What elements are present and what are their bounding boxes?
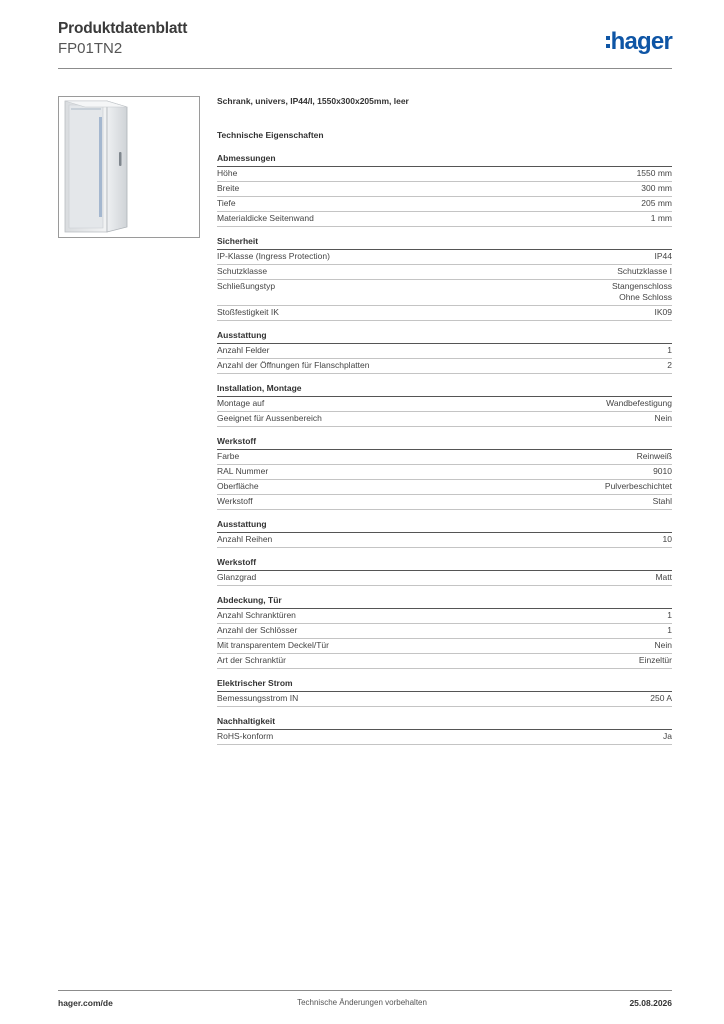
property-row [217, 306, 672, 321]
property-label: Mit transparentem Deckel/Tür [217, 640, 329, 650]
technical-properties-title: Technische Eigenschaften [217, 130, 324, 140]
cabinet-illustration [59, 97, 199, 237]
property-value [655, 572, 672, 583]
property-label: Anzahl Schranktüren [217, 610, 296, 620]
property-row [217, 167, 672, 182]
logo-colon-icon [606, 35, 610, 51]
footer-notice: Technische Änderungen vorbehalten [297, 998, 427, 1007]
property-value [617, 266, 672, 277]
property-value [667, 345, 672, 356]
article-number: FP01TN2 [58, 40, 123, 57]
property-section [217, 678, 672, 707]
property-label: Anzahl Reihen [217, 534, 273, 544]
section-heading: Ausstattung [217, 330, 672, 344]
page-header [58, 20, 672, 68]
property-section [217, 383, 672, 427]
property-row [217, 450, 672, 465]
property-value-line: Reinweiß [636, 451, 672, 461]
property-value-line: 1 mm [650, 213, 672, 223]
property-value-line: 300 mm [641, 183, 672, 193]
property-value-line: Nein [654, 640, 672, 650]
property-row [217, 639, 672, 654]
property-value [653, 496, 672, 507]
property-label: Breite [217, 183, 240, 193]
property-value-line: Pulverbeschichtet [604, 481, 672, 491]
property-row [217, 480, 672, 495]
header-divider [58, 68, 672, 69]
property-value-line: 1 [667, 345, 672, 355]
property-value [655, 307, 673, 318]
section-heading: Ausstattung [217, 519, 672, 533]
property-row [217, 412, 672, 427]
property-section [217, 595, 672, 669]
property-row [217, 182, 672, 197]
property-value [612, 281, 672, 303]
property-row [217, 730, 672, 745]
property-label: Geeignet für Aussenbereich [217, 413, 322, 423]
property-section [217, 330, 672, 374]
property-label: Höhe [217, 168, 238, 178]
property-row [217, 265, 672, 280]
property-label: Montage auf [217, 398, 265, 408]
property-value [667, 625, 672, 636]
property-value-line: Schutzklasse I [617, 266, 672, 276]
property-label: RoHS-konform [217, 731, 274, 741]
property-label: Art der Schranktür [217, 655, 286, 665]
property-label: Anzahl Felder [217, 345, 270, 355]
property-value [641, 183, 672, 194]
property-row [217, 495, 672, 510]
property-label: Werkstoff [217, 496, 253, 506]
property-row [217, 533, 672, 548]
property-value-line: Nein [654, 413, 672, 423]
property-label: Oberfläche [217, 481, 259, 491]
property-label: Bemessungsstrom IN [217, 693, 299, 703]
section-heading: Abmessungen [217, 153, 672, 167]
footer-date: 25.08.2026 [629, 998, 672, 1008]
property-value [651, 213, 672, 224]
property-label: Materialdicke Seitenwand [217, 213, 314, 223]
product-description: Schrank, univers, IP44/I, 1550x300x205mm, leer [217, 96, 409, 106]
property-value [663, 731, 672, 742]
property-value [655, 251, 673, 262]
footer-website[interactable]: hager.com/de [58, 998, 113, 1008]
property-row [217, 212, 672, 227]
property-row [217, 359, 672, 374]
property-row [217, 197, 672, 212]
section-heading: Werkstoff [217, 436, 672, 450]
property-value-line: 9010 [653, 466, 672, 476]
property-value [650, 693, 672, 704]
property-value-line: IK09 [654, 307, 672, 317]
property-value-line: 1 [667, 610, 672, 620]
section-heading: Abdeckung, Tür [217, 595, 672, 609]
property-row [217, 654, 672, 669]
property-value-line: Ohne Schloss [619, 292, 672, 302]
property-label: Tiefe [217, 198, 236, 208]
property-label: Farbe [217, 451, 240, 461]
property-label: RAL Nummer [217, 466, 269, 476]
section-heading: Werkstoff [217, 557, 672, 571]
property-value [639, 655, 672, 666]
section-heading: Elektrischer Strom [217, 678, 672, 692]
property-row [217, 609, 672, 624]
property-value [605, 481, 672, 492]
property-label: Glanzgrad [217, 572, 257, 582]
property-section [217, 557, 672, 586]
property-section [217, 153, 672, 227]
property-value-line: Wandbefestigung [606, 398, 672, 408]
property-section [217, 716, 672, 745]
property-label: Anzahl der Öffnungen für Flanschplatten [217, 360, 370, 370]
property-value-line: 10 [662, 534, 672, 544]
property-value-line: Stangenschloss [611, 281, 672, 291]
property-row [217, 624, 672, 639]
property-value [606, 398, 672, 409]
property-row [217, 280, 672, 306]
property-value [653, 466, 672, 477]
property-value-line: IP44 [654, 251, 672, 261]
property-value-line: Ja [663, 731, 672, 741]
page-title: Produktdatenblatt [58, 20, 188, 37]
property-row [217, 397, 672, 412]
property-value [655, 640, 672, 651]
property-value-line: Stahl [652, 496, 672, 506]
section-heading: Installation, Montage [217, 383, 672, 397]
property-value-line: 2 [667, 360, 672, 370]
property-value [641, 198, 672, 209]
property-row [217, 465, 672, 480]
property-value-line: 205 mm [641, 198, 672, 208]
product-image [58, 96, 200, 238]
property-label: Anzahl der Schlösser [217, 625, 298, 635]
section-heading: Nachhaltigkeit [217, 716, 672, 730]
footer-divider [58, 990, 672, 991]
hager-logo: hager [606, 30, 672, 54]
property-value-line: 1550 mm [636, 168, 672, 178]
property-value [655, 413, 672, 424]
product-content [217, 96, 672, 754]
property-sections [217, 153, 672, 745]
property-value-line: 1 [667, 625, 672, 635]
property-row [217, 344, 672, 359]
property-section [217, 519, 672, 548]
section-heading: Sicherheit [217, 236, 672, 250]
property-label: Schutzklasse [217, 266, 268, 276]
property-value-line: Einzeltür [638, 655, 672, 665]
property-value [667, 360, 672, 371]
property-row [217, 571, 672, 586]
property-section [217, 236, 672, 321]
property-value [637, 451, 672, 462]
property-value [637, 168, 672, 179]
property-value-line: Matt [655, 572, 672, 582]
property-section [217, 436, 672, 510]
property-label: Stoßfestigkeit IK [217, 307, 279, 317]
property-label: Schließungstyp [217, 281, 276, 291]
property-value-line: 250 A [650, 693, 672, 703]
property-value [667, 610, 672, 621]
property-row [217, 692, 672, 707]
property-value [663, 534, 672, 545]
property-row [217, 250, 672, 265]
property-label: IP-Klasse (Ingress Protection) [217, 251, 330, 261]
